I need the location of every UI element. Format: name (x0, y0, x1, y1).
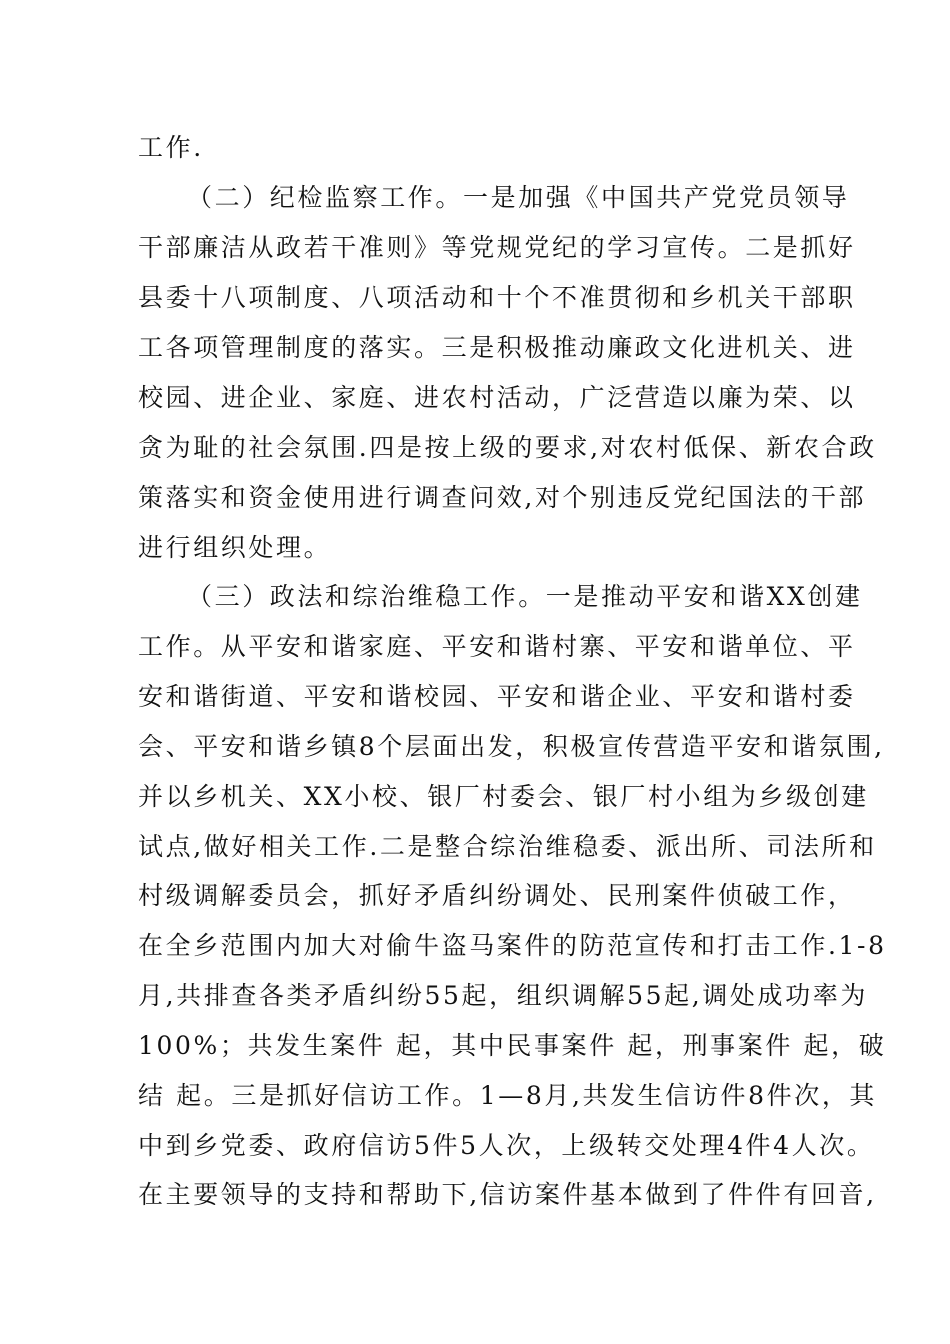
paragraph-line: 工作. (138, 133, 204, 162)
paragraph-line: 县委十八项制度、八项活动和十个不准贯彻和乡机关干部职 (138, 283, 856, 312)
paragraph-line: 干部廉洁从政若干准则》等党规党纪的学习宣传。二是抓好 (138, 233, 856, 262)
section-heading-line: （二）纪检监察工作。一是加强《中国共产党党员领导 (187, 183, 850, 212)
paragraph-line: 安和谐街道、平安和谐校园、平安和谐企业、平安和谐村委 (138, 682, 856, 711)
paragraph-line: 工作。从平安和谐家庭、平安和谐村寨、平安和谐单位、平 (138, 632, 856, 661)
paragraph-line: 试点,做好相关工作.二是整合综治维稳委、派出所、司法所和 (138, 832, 877, 861)
section-heading-line: （三）政法和综治维稳工作。一是推动平安和谐XX创建 (187, 582, 863, 611)
paragraph-line: 并以乡机关、XX小校、银厂村委会、银厂村小组为乡级创建 (138, 782, 869, 811)
paragraph-line: 进行组织处理。 (138, 533, 332, 562)
paragraph-line: 工各项管理制度的落实。三是积极推动廉政文化进机关、进 (138, 333, 856, 362)
paragraph-line: 贪为耻的社会氛围.四是按上级的要求,对农村低保、新农合政 (138, 433, 877, 462)
paragraph-line: 在主要领导的支持和帮助下,信访案件基本做到了件件有回音, (138, 1180, 877, 1209)
paragraph-line: 校园、进企业、家庭、进农村活动，广泛营造以廉为荣、以 (138, 383, 856, 412)
paragraph-line: 会、平安和谐乡镇8个层面出发，积极宣传营造平安和谐氛围, (138, 732, 885, 761)
paragraph-line: 100%；共发生案件 起，其中民事案件 起，刑事案件 起，破 (138, 1031, 887, 1060)
paragraph-line: 中到乡党委、政府信访5件5人次，上级转交处理4件4人次。 (138, 1131, 875, 1160)
paragraph-line: 村级调解委员会，抓好矛盾纠纷调处、民刑案件侦破工作， (138, 881, 856, 910)
paragraph-line: 结 起。三是抓好信访工作。1—8月,共发生信访件8件次，其 (138, 1081, 878, 1110)
paragraph-line: 月,共排查各类矛盾纠纷55起，组织调解55起,调处成功率为 (138, 981, 868, 1010)
paragraph-line: 在全乡范围内加大对偷牛盗马案件的防范宣传和打击工作.1-8 (138, 931, 887, 960)
paragraph-line: 策落实和资金使用进行调查问效,对个别违反党纪国法的干部 (138, 483, 867, 512)
